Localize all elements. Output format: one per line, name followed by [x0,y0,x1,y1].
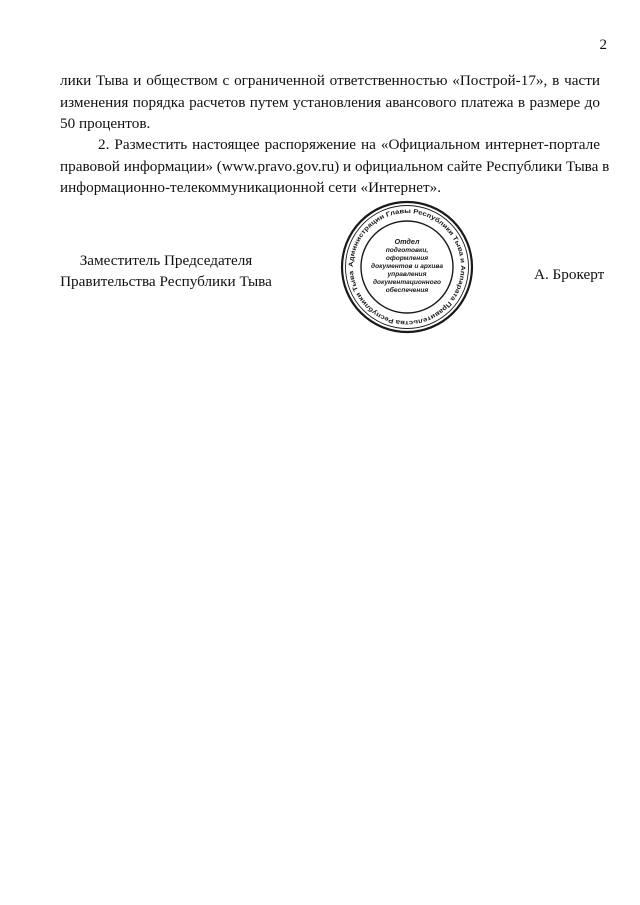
stamp-center-line: управления [387,271,427,278]
stamp-center-line: оформления [385,255,429,262]
signatory-title-line: Правительства Республики Тыва [60,273,272,290]
stamp-center-line: Отдел [394,237,420,246]
signatory-title [60,250,272,292]
signatory-title-line: Заместитель Председателя [79,252,253,269]
page-number: 2 [599,37,607,53]
stamp-center-line: обеспечения [385,287,429,294]
stamp-center-line: документов и архива [371,263,443,270]
paragraph-1-line: 50 процентов. [60,115,151,132]
stamp-center-line: подготовки, [385,247,429,254]
signatory-name: А. Брокерт [534,266,605,283]
paragraph-1-line: лики Тыва и обществом с ограниченной ответственностью «Построй-17», в части [60,72,600,89]
paragraph-2-line: информационно-телекоммуникационной сети «Интернет». [60,179,442,196]
paragraph-2-line: правовой информации» (www.pravo.gov.ru) и официальном сайте Республики Тыва в [60,157,610,175]
paragraph-2-line: 2. Разместить настоящее распоряжение на «Официальном интернет-портале [98,136,600,153]
stamp-center-text [371,237,443,294]
paragraph-1 [60,70,600,135]
stamp-ring-textpath: Администрации Главы Республики Тыва и Аппарата Правительства Республики Тыва [347,207,467,327]
paragraph-2 [60,134,610,199]
official-stamp [340,200,474,334]
paragraph-1-line: изменения порядка расчетов путем установления авансового платежа в размере до [60,93,600,111]
stamp-center-line: документационного [373,279,442,286]
